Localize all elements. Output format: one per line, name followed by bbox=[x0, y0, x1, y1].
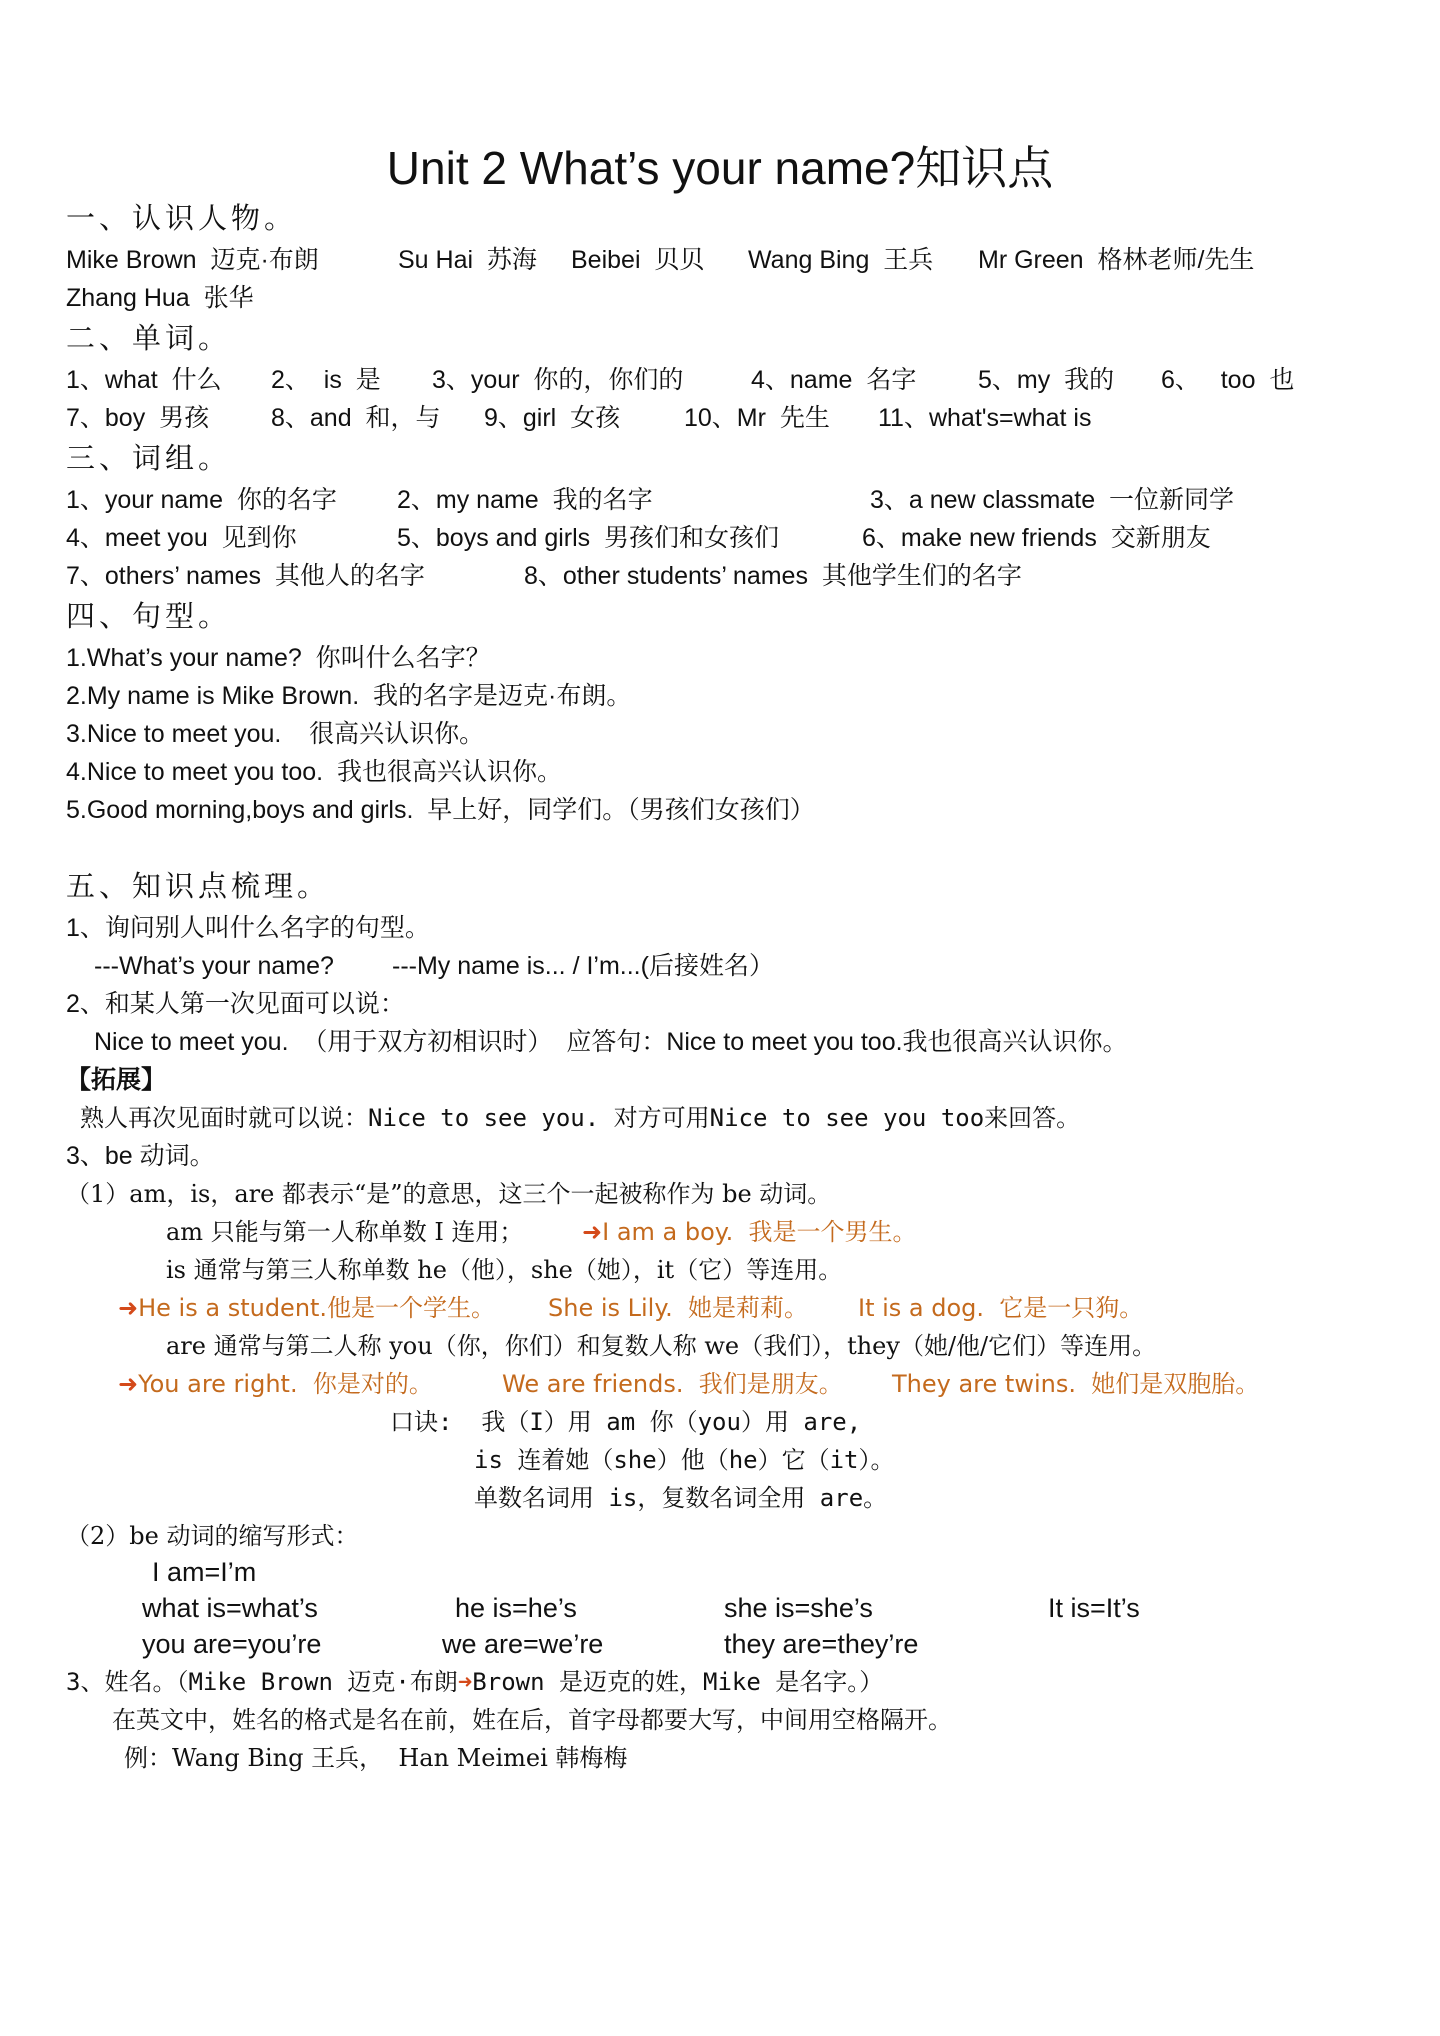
phrase-item: 1、your name 你的名字 bbox=[66, 486, 337, 514]
contraction-row bbox=[142, 1628, 1422, 1660]
question-sentence: ---What’s your name? bbox=[94, 952, 334, 980]
are-rule: are 通常与第二人称 you（你，你们）和复数人称 we（我们），they（她/他/它们）等连用。 bbox=[166, 1332, 1157, 1360]
example-text: It is a dog. 它是一只狗。 bbox=[858, 1294, 1144, 1322]
vocab-item: 9、girl 女孩 bbox=[484, 404, 621, 432]
contraction-item: we are=we’re bbox=[442, 1629, 604, 1659]
section-1-heading: 一、认识人物。 bbox=[66, 201, 298, 235]
character-item: Su Hai 苏海 bbox=[398, 246, 537, 274]
contraction-item: you are=you’re bbox=[142, 1629, 322, 1659]
contraction-item: they are=they’re bbox=[724, 1629, 919, 1659]
am-rule: am 只能与第一人称单数 I 连用； bbox=[166, 1218, 524, 1246]
vocab-item: 5、my 我的 bbox=[978, 366, 1115, 394]
vocab-item: 3、your 你的，你们的 bbox=[432, 366, 684, 394]
vocab-item: 2、 is 是 bbox=[271, 366, 381, 394]
contraction-item: I am=I’m bbox=[152, 1557, 257, 1587]
example-text: We are friends. 我们是朋友。 bbox=[502, 1370, 843, 1398]
contraction-row bbox=[142, 1592, 1422, 1624]
characters-row bbox=[66, 244, 1426, 276]
vocab-item: 11、what's=what is bbox=[878, 404, 1092, 432]
sentence-line: 2.My name is Mike Brown. 我的名字是迈克·布朗。 bbox=[66, 682, 632, 710]
is-rule: is 通常与第三人称单数 he（他），she（她），it（它）等连用。 bbox=[166, 1256, 843, 1284]
phrase-item: 6、make new friends 交新朋友 bbox=[862, 524, 1211, 552]
sentence-line: 5.Good morning,boys and girls. 早上好，同学们。（男孩们女孩们） bbox=[66, 796, 815, 824]
phrase-item: 3、a new classmate 一位新同学 bbox=[870, 486, 1234, 514]
phrase-row bbox=[66, 522, 1426, 554]
arrow-icon: ➜ bbox=[118, 1294, 139, 1322]
section-4-heading: 四、句型。 bbox=[66, 599, 232, 633]
phrase-item: 4、meet you 见到你 bbox=[66, 524, 297, 552]
vocab-item: 10、Mr 先生 bbox=[684, 404, 830, 432]
rhyme-line: is 连着她（she）他（he）它（it）。 bbox=[474, 1446, 895, 1474]
phrase-item: 2、my name 我的名字 bbox=[397, 486, 653, 514]
point-heading: 2、和某人第一次见面可以说： bbox=[66, 990, 405, 1018]
contraction-item: he is=he’s bbox=[455, 1593, 577, 1623]
section-5-heading: 五、知识点梳理。 bbox=[66, 869, 331, 903]
vocab-item: 1、what 什么 bbox=[66, 366, 222, 394]
example-text: They are twins. 她们是双胞胎。 bbox=[892, 1370, 1260, 1398]
contraction-heading: （2）be 动词的缩写形式： bbox=[66, 1522, 359, 1550]
character-item: Mike Brown 迈克·布朗 bbox=[66, 246, 319, 274]
arrow-icon: ➜ bbox=[582, 1218, 603, 1246]
page-title: Unit 2 What’s your name?知识点 bbox=[386, 142, 1054, 194]
rhyme-line: 单数名词用 is，复数名词全用 are。 bbox=[474, 1484, 888, 1512]
am-example bbox=[582, 1216, 916, 1248]
sentence-line: 1.What’s your name? 你叫什么名字？ bbox=[66, 644, 491, 672]
example-text: ➜He is a student.他是一个学生。 bbox=[118, 1294, 496, 1322]
vocab-item: 7、boy 男孩 bbox=[66, 404, 210, 432]
arrow-icon: ➜ bbox=[118, 1370, 139, 1398]
point-heading: 1、询问别人叫什么名字的句型。 bbox=[66, 914, 430, 942]
name-example: 例：Wang Bing 王兵， Han Meimei 韩梅梅 bbox=[124, 1744, 628, 1772]
point-heading: 3、be 动词。 bbox=[66, 1142, 215, 1170]
contraction-item: It is=It’s bbox=[1048, 1593, 1140, 1623]
extension-label: 【拓展】 bbox=[66, 1066, 167, 1094]
is-examples bbox=[118, 1292, 1418, 1324]
example-text: ➜You are right. 你是对的。 bbox=[118, 1370, 433, 1398]
sentence-line: 4.Nice to meet you too. 我也很高兴认识你。 bbox=[66, 758, 562, 786]
phrase-item: 5、boys and girls 男孩们和女孩们 bbox=[397, 524, 780, 552]
are-examples bbox=[118, 1368, 1418, 1400]
extension-text: 熟人再次见面时就可以说：Nice to see you. 对方可用Nice to see you too来回答。 bbox=[80, 1104, 1081, 1132]
greeting-sentence: Nice to meet you. （用于双方初相识时） 应答句：Nice to meet you too.我也很高兴认识你。 bbox=[94, 1028, 1128, 1056]
section-3-heading: 三、词组。 bbox=[66, 441, 232, 475]
rhyme-line: 口诀: 我（I）用 am 你（you）用 are, bbox=[390, 1408, 862, 1436]
phrase-item: 7、others’ names 其他人的名字 bbox=[66, 562, 425, 590]
character-item: Beibei 贝贝 bbox=[571, 246, 705, 274]
vocab-item: 4、name 名字 bbox=[751, 366, 917, 394]
character-item: Zhang Hua 张华 bbox=[66, 284, 254, 312]
section-2-heading: 二、单词。 bbox=[66, 321, 232, 355]
arrow-icon: ➜ bbox=[457, 1668, 473, 1696]
name-rule: 在英文中，姓名的格式是名在前，姓在后，首字母都要大写，中间用空格隔开。 bbox=[112, 1706, 952, 1734]
contraction-item: she is=she’s bbox=[724, 1593, 873, 1623]
name-point-heading: 3、姓名。（Mike Brown 迈克·布朗➜Brown 是迈克的姓，Mike 是名字。） bbox=[66, 1668, 884, 1696]
vocab-item: 8、and 和，与 bbox=[271, 404, 441, 432]
answer-sentence: ---My name is... / I’m...(后接姓名） bbox=[392, 952, 774, 980]
phrase-row bbox=[66, 484, 1426, 516]
example-text: She is Lily. 她是莉莉。 bbox=[548, 1294, 809, 1322]
example-text: I am a boy. 我是一个男生。 bbox=[602, 1218, 917, 1246]
character-item: Mr Green 格林老师/先生 bbox=[978, 246, 1255, 274]
vocab-row bbox=[66, 402, 1426, 434]
phrase-item: 8、other students’ names 其他学生们的名字 bbox=[524, 562, 1022, 590]
be-verb-intro: （1）am，is，are 都表示“是”的意思，这三个一起被称作为 be 动词。 bbox=[66, 1180, 832, 1208]
character-item: Wang Bing 王兵 bbox=[748, 246, 934, 274]
vocab-item: 6、 too 也 bbox=[1161, 366, 1295, 394]
contraction-item: what is=what’s bbox=[142, 1593, 318, 1623]
vocab-row bbox=[66, 364, 1426, 396]
sentence-line: 3.Nice to meet you. 很高兴认识你。 bbox=[66, 720, 485, 748]
phrase-row bbox=[66, 560, 1426, 592]
